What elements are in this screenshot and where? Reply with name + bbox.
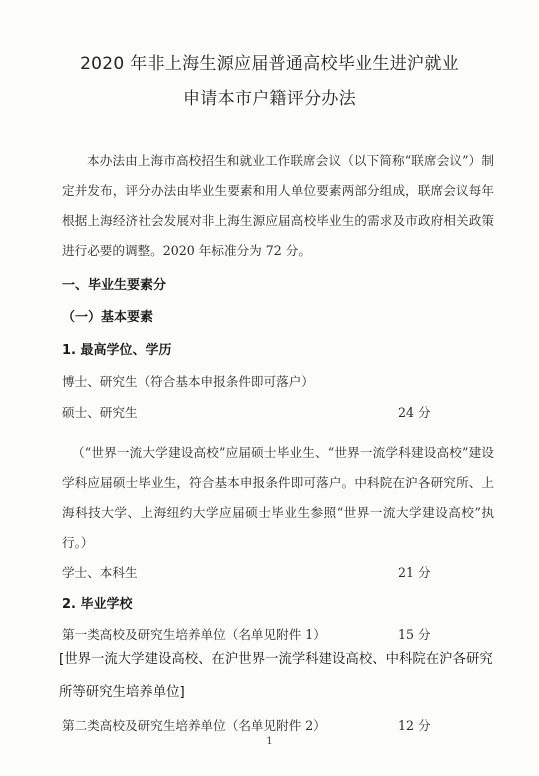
- class1-note: [世界一流大学建设高校、在沪世界一流学科建设高校、中科院在沪各研究所等研究生培养单位]: [59, 652, 493, 700]
- intro-paragraph: 本办法由上海市高校招生和就业工作联席会议（以下简称“联席会议”）制定并发布，评分办法由毕业生要素和用人单位要素两部分组成，联席会议每年根据上海经济社会发展对非上海生源应届高校毕业生的需求及市政府相关政策进行必要的调整。2020 年标准分为 72 分。: [62, 153, 494, 258]
- class2-line: 第二类高校及研究生培养单位（名单见附件 2）: [62, 718, 326, 733]
- master-score: 24 分: [398, 405, 431, 420]
- class1-line: 第一类高校及研究生培养单位（名单见附件 1）: [62, 627, 326, 642]
- doc-title-line2: 申请本市户籍评分办法: [183, 89, 356, 109]
- master-line: 硕士、研究生: [62, 405, 138, 420]
- doc-title-line1: 2020 年非上海生源应届普通高校毕业生进沪就业: [80, 54, 459, 74]
- class2-score: 12 分: [398, 718, 431, 733]
- bachelor-line: 学士、本科生: [62, 565, 138, 580]
- page-number: 1: [266, 736, 273, 747]
- item-heading-degree: 1. 最高学位、学历: [62, 343, 172, 358]
- item-heading-school: 2. 毕业学校: [62, 597, 133, 612]
- phd-line: 博士、研究生（符合基本申报条件即可落户）: [62, 374, 314, 389]
- section-heading-1: 一、毕业生要素分: [62, 278, 167, 293]
- master-note-paragraph: （“世界一流大学建设高校”应届硕士毕业生、“世界一流学科建设高校”建设学科应届硕士毕业生，符合基本申报条件即可落户。中科院在沪各研究所、上海科技大学、上海纽约大学应届硕士毕业生参照“世界一流大学建设高校”执行。）: [62, 445, 494, 550]
- class1-score: 15 分: [398, 627, 431, 642]
- subsection-heading-basic: （一）基本要素: [62, 310, 154, 325]
- bachelor-score: 21 分: [398, 565, 431, 580]
